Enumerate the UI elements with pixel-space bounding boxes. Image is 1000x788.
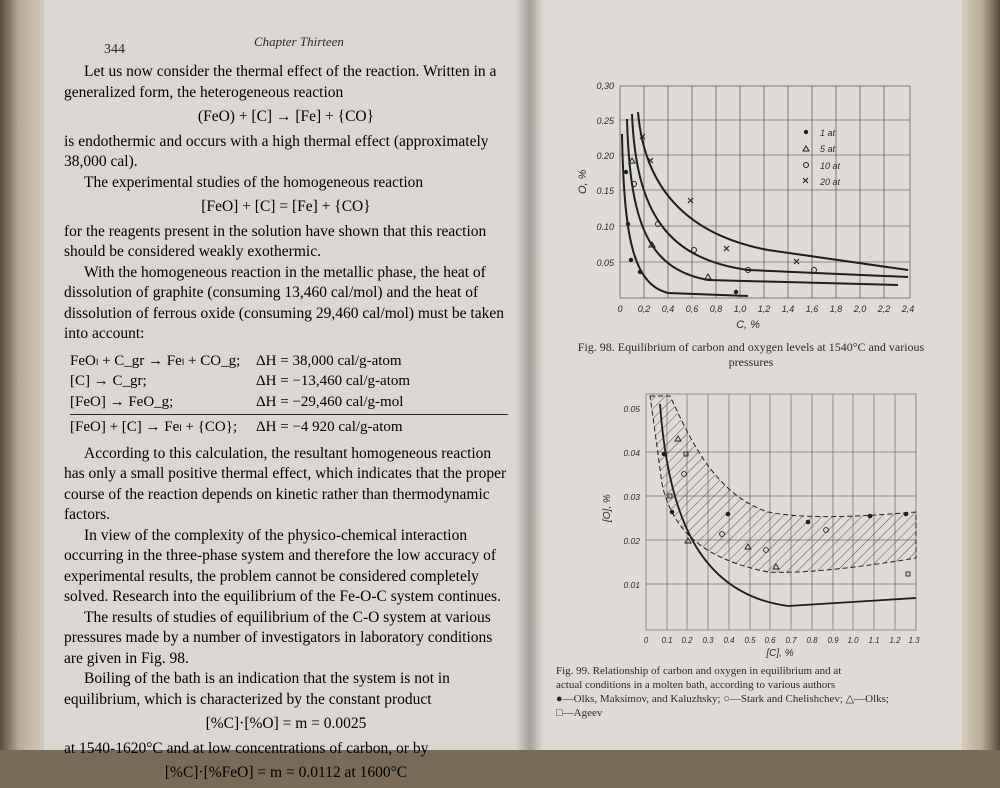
- x-tick-label: 0.3: [702, 636, 714, 645]
- y-tick-label: 0.25: [596, 116, 614, 126]
- book-left-edge: [0, 0, 48, 750]
- left-page-body: [64, 62, 508, 788]
- caption-line: actual conditions in a molten bath, according to various authors: [556, 679, 836, 691]
- y-tick-label: 0,30: [596, 81, 614, 91]
- x-tick-label: 0.4: [723, 636, 735, 645]
- x-tick-label: 0: [643, 636, 649, 645]
- y-tick-label: 0.15: [596, 186, 614, 196]
- y-tick-label: 0.10: [596, 222, 614, 232]
- paragraph: The experimental studies of the homogeneous reaction: [84, 173, 424, 191]
- book-right-edge: [960, 0, 1000, 750]
- y-tick-label: 0.05: [623, 404, 640, 414]
- y-axis-label: [O], %: [602, 494, 613, 522]
- equation: (FeO) + [C] → [Fe] + {CO}: [197, 108, 375, 125]
- y-tick-label: 0.20: [596, 151, 614, 161]
- y-tick-label: 0.02: [623, 536, 640, 546]
- reaction-enthalpy: ΔH = −29,460 cal/g-mol: [256, 393, 404, 410]
- figure-98: [548, 74, 940, 341]
- figure-99-plot: [588, 394, 928, 660]
- x-tick-label: 1,0: [733, 304, 747, 314]
- reaction-enthalpy: ΔH = −4 920 cal/g-atom: [256, 419, 403, 435]
- book-gutter-shadow: [516, 0, 544, 750]
- legend-item: 1 at: [820, 128, 836, 138]
- figure-99: [588, 394, 928, 665]
- x-tick-label: 0.9: [827, 636, 839, 645]
- x-tick-label: 0.7: [785, 636, 797, 645]
- x-tick-label: 0,4: [661, 304, 675, 314]
- x-tick-label: 0: [617, 304, 623, 314]
- legend-item: 5 at: [820, 144, 836, 154]
- equation: [%C]·[%FeO] = m = 0.0112 at 1600°C: [164, 764, 408, 781]
- y-tick-label: 0.01: [623, 580, 640, 590]
- figure-98-plot: [548, 74, 940, 336]
- x-axis-label: [C], %: [766, 648, 794, 659]
- paragraph: at 1540-1620°C and at low concentrations of carbon, or by: [64, 739, 429, 757]
- x-tick-label: 1,8: [829, 304, 843, 314]
- reaction-equation: [FeO] → FeO_g;: [70, 393, 174, 410]
- x-tick-label: 1,2: [757, 304, 771, 314]
- y-tick-label: 0.03: [623, 492, 640, 502]
- x-tick-label: 1.1: [868, 636, 880, 645]
- legend-item: 10 at: [820, 161, 841, 171]
- paragraph: Let us now consider the thermal effect of the reaction. Written in a generalized form, the heterogeneous reaction: [64, 63, 497, 101]
- x-tick-label: 2,4: [901, 304, 915, 314]
- reaction-equation: FeOₗ + C_gr → Feₗ + CO_g;: [70, 352, 241, 369]
- reaction-row: [70, 392, 508, 413]
- x-tick-label: 0,2: [637, 304, 651, 314]
- caption-line: Fig. 99. Relationship of carbon and oxygen in equilibrium and at: [556, 665, 842, 677]
- reaction-equation: [C] → C_gr;: [70, 373, 147, 389]
- chapter-header: Chapter Thirteen: [254, 34, 344, 49]
- reaction-row: [70, 351, 508, 372]
- reaction-enthalpy: ΔH = −13,460 cal/g-atom: [256, 373, 411, 389]
- caption-line: ●—Olks, Maksimov, and Kaluzhsky; ○—Stark and Chelishchev; △—Olks;: [556, 693, 889, 705]
- reaction-total-row: [70, 414, 508, 438]
- figure-98-caption: Fig. 98. Equilibrium of carbon and oxygen levels at 1540°C and various pressures: [577, 340, 925, 369]
- figure-99-caption: [556, 664, 956, 720]
- x-tick-label: 0,6: [685, 304, 699, 314]
- equation: [%C]·[%O] = m = 0.0025: [205, 715, 367, 732]
- caption-line: □—Ageev: [556, 707, 603, 719]
- x-tick-label: 1.3: [908, 636, 920, 645]
- reaction-enthalpy: ΔH = 38,000 cal/g-atom: [256, 352, 402, 369]
- x-tick-label: 1.2: [889, 636, 901, 645]
- x-tick-label: 1,6: [805, 304, 819, 314]
- x-tick-label: 1.0: [847, 636, 859, 645]
- paragraph: In view of the complexity of the physico-chemical interaction occurring in the three-phase system and therefore the low accuracy of experimental results, the problem cannot be considered completely solved. Research into the equilibrium of the Fe-O-C system continues.: [64, 526, 501, 605]
- equation: [FeO] + [C] = [Fe] + {CO}: [201, 198, 371, 215]
- x-tick-label: 1,4: [781, 304, 795, 314]
- x-tick-label: 0.1: [661, 636, 673, 645]
- paragraph: According to this calculation, the resultant homogeneous reaction has only a small positive thermal effect, which indicates that the proper course of the reaction depends on kinetic rather than thermodynamic factors.: [64, 444, 507, 523]
- paragraph: is endothermic and occurs with a high thermal effect (approximately 38,000 cal).: [64, 132, 489, 170]
- x-tick-label: 0,8: [709, 304, 723, 314]
- x-axis-label: C, %: [736, 319, 760, 331]
- x-tick-label: 2,2: [877, 304, 891, 314]
- reaction-equation: [FeO] + [C] → Feₗ + {CO};: [70, 419, 238, 435]
- paragraph: The results of studies of equilibrium of the C-O system at various pressures made by a number of investigators in laboratory conditions are given in Fig. 98.: [64, 608, 493, 667]
- x-tick-label: 0.6: [764, 636, 776, 645]
- paragraph: With the homogeneous reaction in the metallic phase, the heat of dissolution of graphite (consuming 13,460 cal/mol) and the heat of dissolution of ferrous oxide (consuming 29,460 cal/mol) must be taken into account:: [64, 263, 504, 342]
- y-tick-label: 0.04: [623, 448, 640, 458]
- x-tick-label: 2,0: [853, 304, 867, 314]
- reaction-row: [70, 371, 508, 392]
- x-tick-label: 0.5: [744, 636, 756, 645]
- x-tick-label: 0.8: [806, 636, 818, 645]
- page-number: 344: [104, 42, 125, 57]
- reaction-table: [70, 351, 508, 438]
- x-tick-label: 0.2: [681, 636, 693, 645]
- legend-item: 20 at: [820, 177, 841, 187]
- paragraph: for the reagents present in the solution have shown that this reaction should be considered weakly exothermic.: [64, 222, 487, 260]
- y-axis-label: O, %: [577, 169, 589, 194]
- paragraph: Boiling of the bath is an indication that the system is not in equilibrium, which is characterized by the constant product: [64, 670, 450, 708]
- y-tick-label: 0.05: [596, 258, 614, 268]
